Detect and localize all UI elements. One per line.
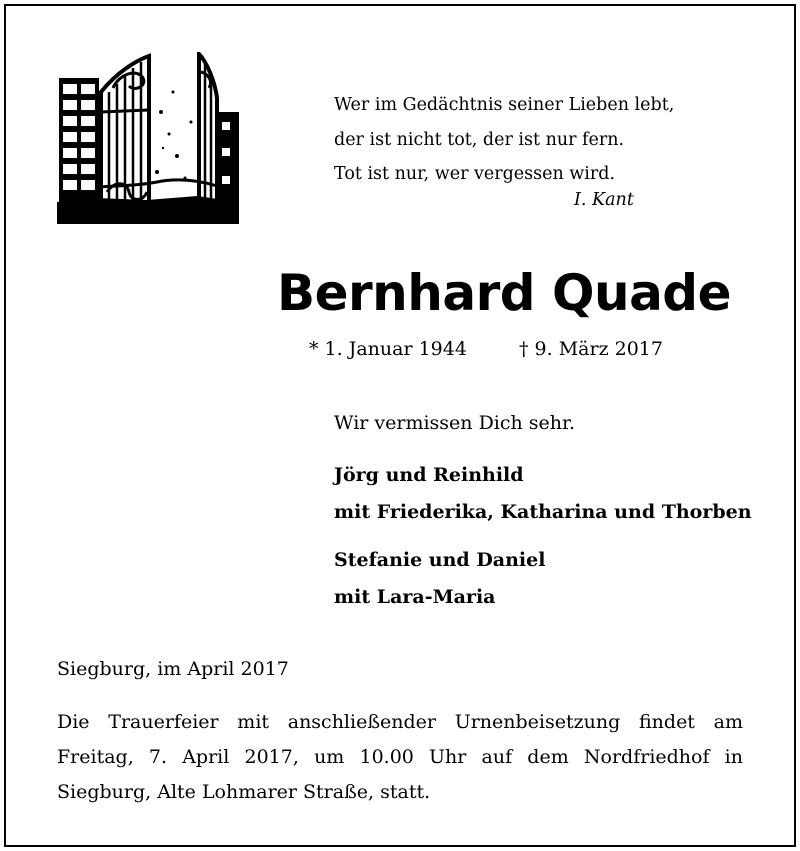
quote-line: Tot ist nur, wer vergessen wird. [334, 164, 616, 184]
place-date: Siegburg, im April 2017 [57, 658, 289, 680]
quote [334, 88, 674, 192]
quote-line: der ist nicht tot, der ist nur fern. [334, 129, 625, 150]
garden-gate-illustration-icon [57, 52, 239, 224]
quote-author: I. Kant [574, 190, 634, 210]
death-date: † 9. März 2017 [519, 338, 663, 360]
family-group [334, 542, 545, 616]
quote-line: Wer im Gedächtnis seiner Lieben lebt, [334, 95, 675, 115]
family-group [334, 457, 752, 531]
family-line: Jörg und Reinhild [334, 464, 524, 486]
family-line: mit Friederika, Katharina und Thorben [334, 501, 752, 523]
family-line: Stefanie und Daniel [334, 549, 546, 571]
message: Wir vermissen Dich sehr. [334, 412, 576, 434]
family-line: mit Lara-Maria [334, 586, 496, 608]
birth-date: * 1. Januar 1944 [309, 338, 467, 360]
deceased-name: Bernhard Quade [277, 264, 732, 322]
funeral-notice: Die Trauerfeier mit anschließender Urnenbeisetzung findet am Freitag, 7. April 2017, um 10.00 Uhr auf dem Nordfriedhof in Siegburg, Alte Lohmarer Straße, statt. [57, 711, 743, 803]
